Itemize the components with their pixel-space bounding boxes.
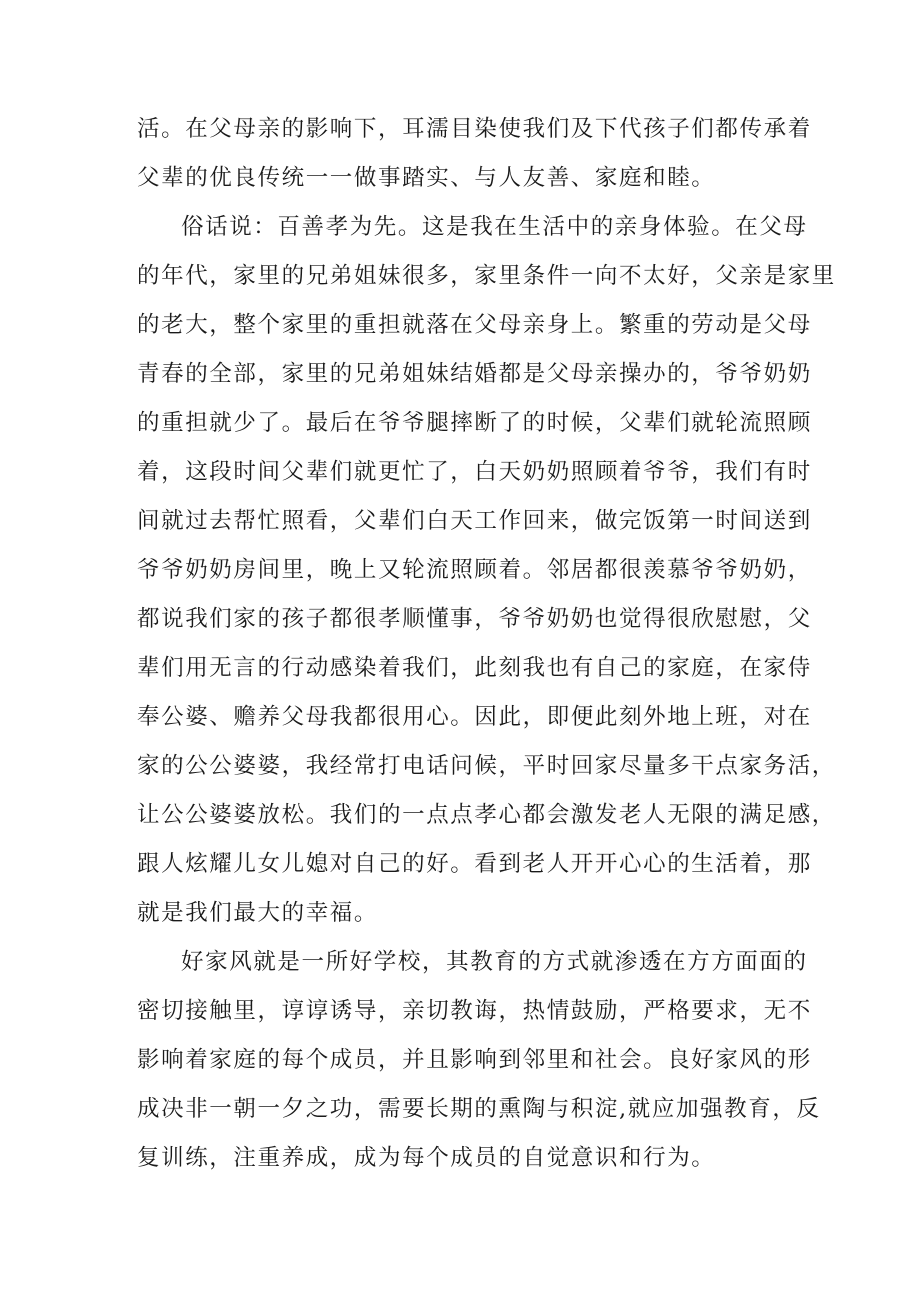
paragraph-2-line-9: 都说我们家的孩子都很孝顺懂事，爷爷奶奶也觉得很欣慰慰，父 xyxy=(137,606,812,632)
paragraph-2-line-8: 爷爷奶奶房间里，晚上又轮流照顾着。邻居都很羡慕爷爷奶奶， xyxy=(137,557,812,583)
paragraph-2-line-14: 跟人炫耀儿女儿媳对自己的好。看到老人开开心心的生活着，那 xyxy=(137,851,812,877)
paragraph-3-line-1: 好家风就是一所好学校，其教育的方式就渗透在方方面面的 xyxy=(181,949,808,975)
paragraph-2-line-7: 间就过去帮忙照看，父辈们白天工作回来，做完饭第一时间送到 xyxy=(137,508,812,534)
paragraph-2-line-6: 着，这段时间父辈们就更忙了，白天奶奶照顾着爷爷，我们有时 xyxy=(137,459,812,485)
paragraph-3-line-2: 密切接触里，谆谆诱导，亲切教诲，热情鼓励，严格要求，无不 xyxy=(137,998,812,1024)
paragraph-2-line-13: 让公公婆婆放松。我们的一点点孝心都会激发老人无限的满足感， xyxy=(137,802,836,828)
paragraph-2-line-3: 的老大，整个家里的重担就落在父母亲身上。繁重的劳动是父母 xyxy=(137,312,812,338)
paragraph-2-line-5: 的重担就少了。最后在爷爷腿摔断了的时候，父辈们就轮流照顾 xyxy=(137,410,812,436)
paragraph-2-line-12: 家的公公婆婆，我经常打电话问候，平时回家尽量多干点家务活， xyxy=(137,753,836,779)
paragraph-1-line-2: 父辈的优良传统一一做事踏实、与人友善、家庭和睦。 xyxy=(137,165,716,191)
paragraph-3-line-5: 复训练，注重养成，成为每个成员的自觉意识和行为。 xyxy=(137,1145,716,1171)
paragraph-3-line-4: 成决非一朝一夕之功，需要长期的熏陶与积淀,就应加强教育，反 xyxy=(137,1096,821,1122)
paragraph-1-line-1: 活。在父母亲的影响下，耳濡目染使我们及下代孩子们都传承着 xyxy=(137,116,812,142)
paragraph-2-line-2: 的年代，家里的兄弟姐妹很多，家里条件一向不太好，父亲是家里 xyxy=(137,263,836,289)
paragraph-2-line-4: 青春的全部，家里的兄弟姐妹结婚都是父母亲操办的，爷爷奶奶 xyxy=(137,361,812,387)
paragraph-3-line-3: 影响着家庭的每个成员，并且影响到邻里和社会。良好家风的形 xyxy=(137,1047,812,1073)
paragraph-2-line-10: 辈们用无言的行动感染着我们，此刻我也有自己的家庭，在家侍 xyxy=(137,655,812,681)
paragraph-2-line-1: 俗话说：百善孝为先。这是我在生活中的亲身体验。在父母 xyxy=(181,214,808,240)
paragraph-2-line-15: 就是我们最大的幸福。 xyxy=(137,900,379,926)
paragraph-2-line-11: 奉公婆、赡养父母我都很用心。因此，即便此刻外地上班，对在 xyxy=(137,704,812,730)
